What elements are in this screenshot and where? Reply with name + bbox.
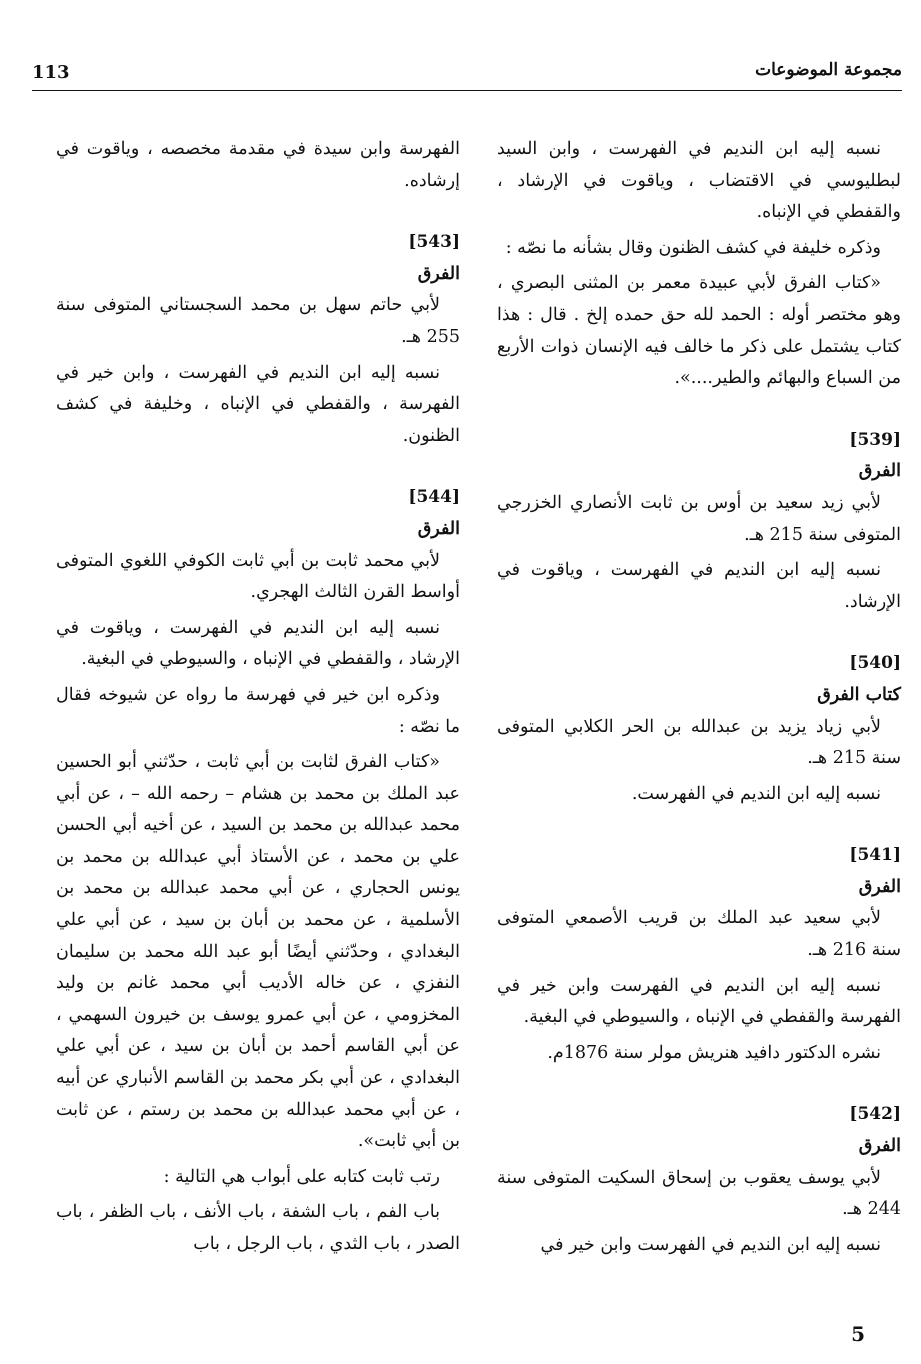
paragraph: لأبي زيد سعيد بن أوس بن ثابت الأنصاري الخزرجي المتوفى سنة 215 هـ. — [497, 492, 901, 545]
entry-543 — [56, 227, 460, 452]
paragraph: لأبي يوسف يعقوب بن إسحاق السكيت المتوفى سنة 244 هـ. — [497, 1167, 901, 1220]
paragraph: لأبي سعيد عبد الملك بن قريب الأصمعي المتوفى سنة 216 هـ. — [497, 908, 901, 961]
entry-title: الفرق — [858, 876, 901, 897]
paragraph: باب الفم ، باب الشفة ، باب الأنف ، باب الظفر ، باب الصدر ، باب الثدي ، باب الرجل ، باب — [56, 1202, 460, 1254]
signature-mark: 5 — [851, 1322, 865, 1346]
entry-number: [541] — [849, 845, 901, 866]
paragraph: «كتاب الفرق لأبي عبيدة معمر بن المثنى البصري ، وهو مختصر أوله : الحمد لله حق حمده إلخ . قال : هذا كتاب يشتمل على ذكر ما خالف فيه الإنسان ذوات الأربع من السباع والبهائم والطير....». — [497, 273, 901, 389]
paragraph: «كتاب الفرق لثابت بن أبي ثابت ، حدّثني أبو الحسين عبد الملك بن محمد بن هشام – رحمه الله – ، عن أبي محمد عبدالله بن محمد بن السيد ، عن أخيه أبي الحسن علي بن محمد ، عن الأستاذ أبي عبدالله بن محمد بن يونس الحجاري ، عن أبي محمد عبدالله بن محمد بن الأسلمية ، عن محمد بن أبان بن سيد ، عن أبي علي البغدادي ، وحدّثني أيضًا أبو عبد الله محمد بن سليمان النفزي ، عن خاله الأديب أبي محمد غانم بن وليد المخزومي ، عن أبي عمرو يوسف بن خيرون السهمي ، عن أبي القاسم أحمد بن أبان بن سيد ، عن أبي علي البغدادي ، عن أبي بكر محمد بن القاسم الأنباري عن أبيه ، عن أبي محمد عبدالله بن محمد بن رستم ، عن ثابت بن أبي ثابت». — [56, 752, 460, 1152]
entry-number: [542] — [849, 1104, 901, 1125]
paragraph: لأبي زياد يزيد بن عبدالله بن الحر الكلابي المتوفى سنة 215 هـ. — [497, 716, 901, 769]
page-header — [32, 54, 902, 91]
paragraph: الفهرسة وابن سيدة في مقدمة مخصصه ، وياقوت في إرشاده. — [56, 139, 460, 191]
paragraph: نسبه إليه ابن النديم في الفهرست ، وابن خير في الفهرسة ، والقفطي في الإنباه ، وخليفة في كشف الظنون. — [56, 362, 460, 446]
entry-title: الفرق — [858, 1136, 901, 1157]
paragraph: نسبه إليه ابن النديم في الفهرست وابن خير في — [540, 1234, 881, 1255]
paragraph: نسبه إليه ابن النديم في الفهرست. — [631, 783, 881, 804]
entry-number: [543] — [408, 232, 460, 253]
paragraph: نسبه إليه ابن النديم في الفهرست ، وياقوت في الإرشاد. — [497, 560, 901, 612]
entry-number: [544] — [408, 487, 460, 508]
entry-number: [540] — [849, 653, 901, 674]
paragraph: نسبه إليه ابن النديم في الفهرست وابن خير في الفهرسة والقفطي في الإنباه ، والسيوطي في البغية. — [497, 975, 901, 1028]
entry-540 — [497, 648, 901, 810]
entry-539 — [497, 425, 901, 619]
paragraph: نشره الدكتور دافيد هنريش مولر سنة 1876م. — [547, 1042, 881, 1063]
paragraph: رتب ثابت كتابه على أبواب هي التالية : — [163, 1166, 440, 1187]
paragraph: وذكره ابن خير في فهرسة ما رواه عن شيوخه فقال ما نصّه : — [56, 684, 460, 737]
continuation-block — [497, 134, 901, 395]
running-title: مجموعة الموضوعات — [755, 60, 902, 80]
entry-title: الفرق — [858, 461, 901, 482]
entry-title: الفرق — [417, 518, 460, 539]
paragraph: لأبي حاتم سهل بن محمد السجستاني المتوفى سنة 255 هـ. — [56, 295, 460, 347]
continuation-block — [56, 134, 460, 197]
entry-title: الفرق — [417, 263, 460, 284]
entry-544 — [56, 482, 460, 1260]
entry-542 — [497, 1099, 901, 1261]
page-number: 113 — [32, 62, 70, 83]
entry-title: كتاب الفرق — [817, 684, 901, 705]
entry-number: [539] — [849, 429, 901, 450]
right-column — [497, 134, 901, 1265]
paragraph: نسبه إليه ابن النديم في الفهرست ، وياقوت في الإرشاد ، والقفطي في الإنباه ، والسيوطي في البغية. — [56, 617, 460, 670]
paragraph: نسبه إليه ابن النديم في الفهرست ، وابن السيد لبطليوسي في الاقتضاب ، وياقوت في الإرشاد ، والقفطي في الإنباه. — [497, 139, 901, 223]
entry-541 — [497, 840, 901, 1069]
paragraph: لأبي محمد ثابت بن أبي ثابت الكوفي اللغوي المتوفى أواسط القرن الثالث الهجري. — [56, 550, 460, 603]
left-column — [56, 134, 460, 1265]
paragraph: وذكره خليفة في كشف الظنون وقال بشأنه ما نصّه : — [505, 237, 881, 258]
